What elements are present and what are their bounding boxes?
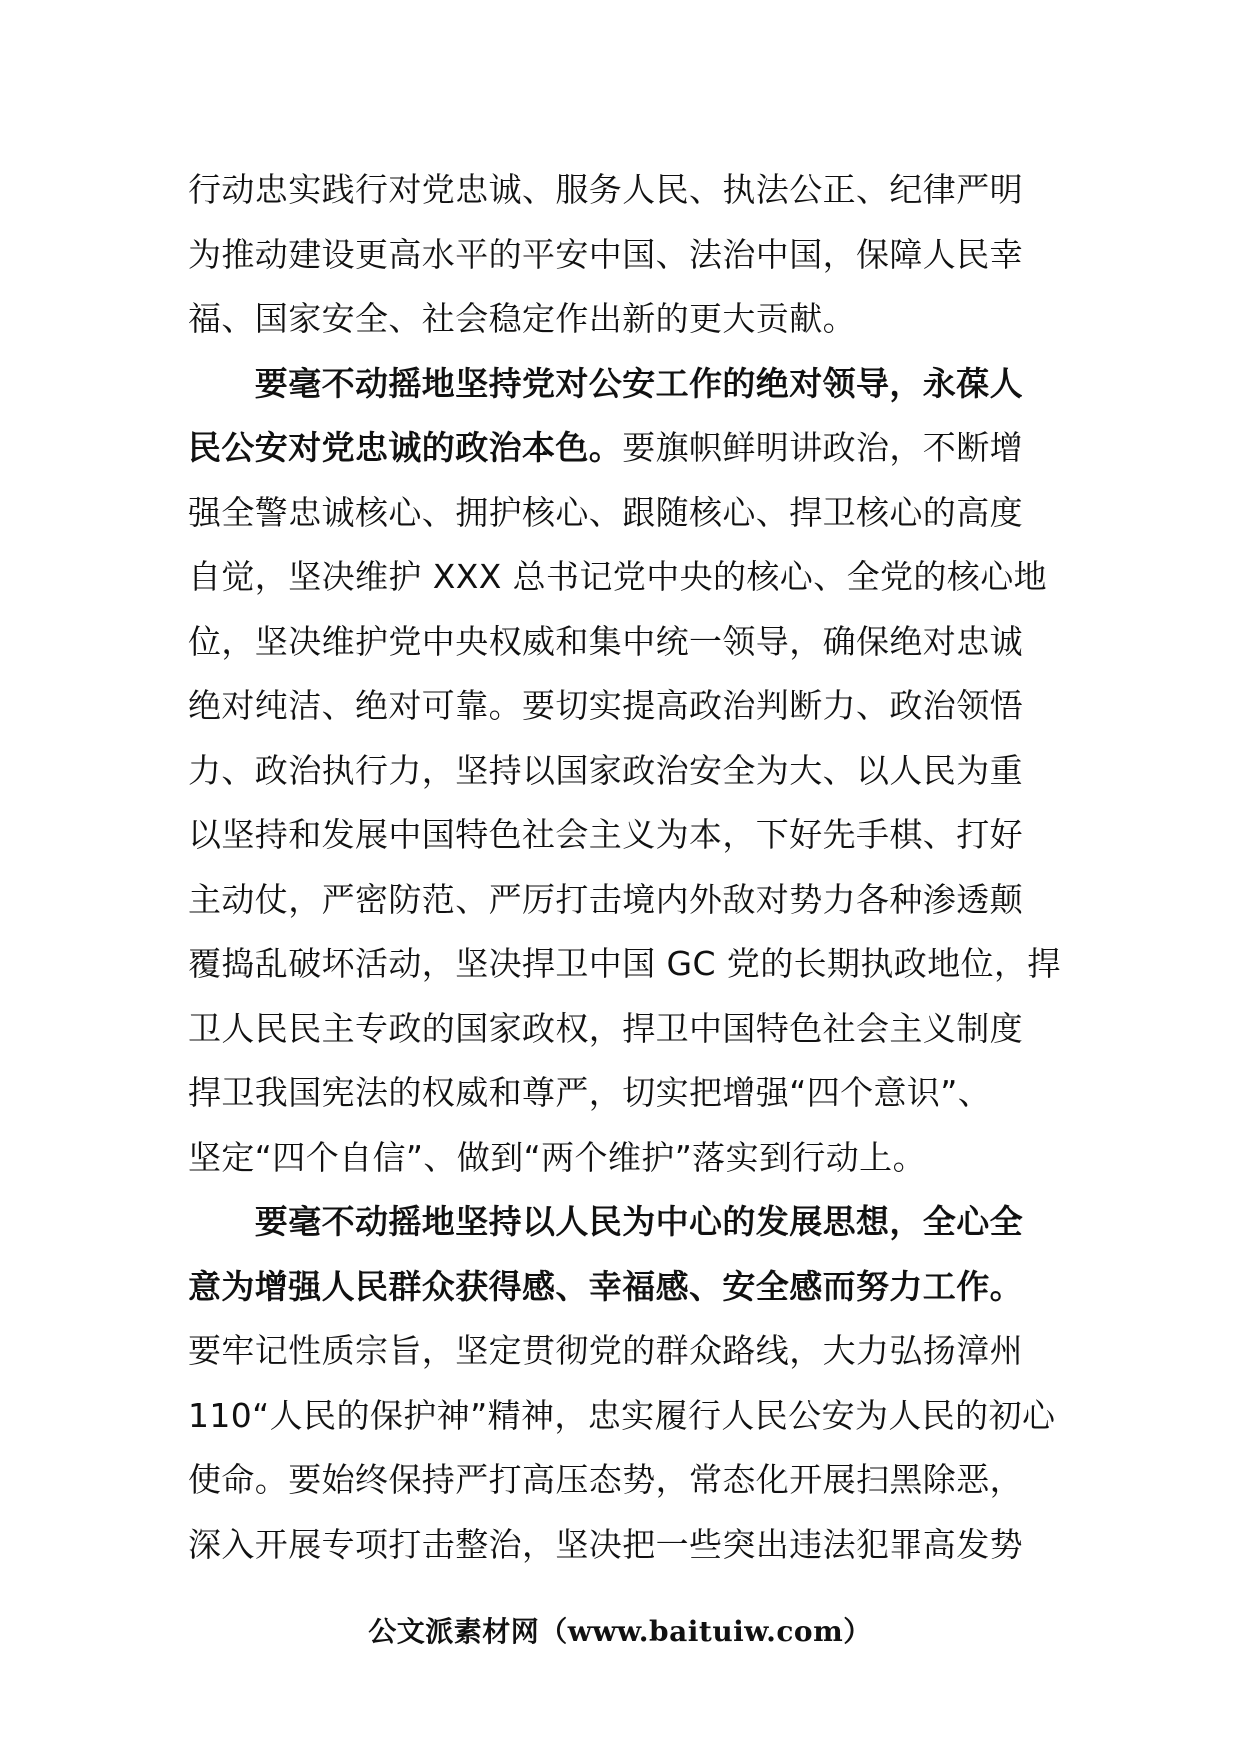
- text-line: [188, 1319, 1060, 1384]
- text-line: [188, 545, 1060, 610]
- text-run: 位，坚决维护党中央权威和集中统一领导，确保绝对忠诚: [188, 621, 1023, 661]
- text-line: [188, 416, 1060, 481]
- text-run: 为推动建设更高水平的平安中国、法治中国，保障人民幸: [188, 234, 1023, 274]
- text-run: 110“人民的保护神”精神，忠实履行人民公安为人民的初心: [188, 1395, 1056, 1435]
- text-run: 卫人民民主专政的国家政权，捍卫中国特色社会主义制度: [188, 1008, 1023, 1048]
- text-line: [188, 1255, 1060, 1320]
- bold-text-run: 民公安对党忠诚的政治本色。: [188, 428, 623, 467]
- text-line: [188, 803, 1060, 868]
- text-run: 绝对纯洁、绝对可靠。要切实提高政治判断力、政治领悟: [188, 686, 1023, 725]
- text-line: [188, 610, 1060, 675]
- text-line: [188, 1384, 1060, 1449]
- text-line: [188, 352, 1060, 417]
- text-run: 以坚持和发展中国特色社会主义为本，下好先手棋、打好: [188, 815, 1023, 854]
- text-line: [188, 868, 1060, 933]
- text-line: [188, 1513, 1060, 1578]
- text-line: [188, 1448, 1060, 1513]
- text-run: 力、政治执行力，坚持以国家政治安全为大、以人民为重: [188, 750, 1023, 790]
- paragraph: [188, 1190, 1060, 1577]
- text-run: 捍卫我国宪法的权威和尊严，切实把增强“四个意识”、: [188, 1073, 992, 1112]
- bold-text-run: 要毫不动摇地坚持以人民为中心的发展思想，全心全: [188, 1202, 1023, 1241]
- text-line: [188, 997, 1060, 1062]
- paragraph: [188, 158, 1060, 352]
- text-run: 主动仗，严密防范、严厉打击境内外敌对势力各种渗透颠: [188, 879, 1023, 919]
- text-run: 要旗帜鲜明讲政治，不断增: [622, 428, 1024, 467]
- text-run: 行动忠实践行对党忠诚、服务人民、执法公正、纪律严明: [188, 170, 1023, 209]
- text-line: [188, 287, 1060, 352]
- document-body: [188, 158, 1060, 1577]
- text-line: [188, 932, 1060, 997]
- text-line: [188, 1061, 1060, 1126]
- footer-watermark: 公文派素材网（www.baituiw.com）: [368, 1615, 872, 1648]
- paragraph: [188, 352, 1060, 1191]
- text-run: 福、国家安全、社会稳定作出新的更大贡献。: [188, 299, 856, 338]
- bold-text-run: 意为增强人民群众获得感、幸福感、安全感而努力工作。: [188, 1266, 1023, 1306]
- text-run: 要牢记性质宗旨，坚定贯彻党的群众路线，大力弘扬漳州: [188, 1331, 1023, 1370]
- text-line: [188, 223, 1060, 288]
- text-line: [188, 739, 1060, 804]
- text-line: [188, 674, 1060, 739]
- text-line: [188, 158, 1060, 223]
- text-run: 使命。要始终保持严打高压态势，常态化开展扫黑除恶，: [188, 1460, 1023, 1499]
- text-run: 自觉，坚决维护 XXX 总书记党中央的核心、全党的核心地: [188, 557, 1048, 596]
- bold-text-run: 要毫不动摇地坚持党对公安工作的绝对领导，永葆人: [188, 363, 1023, 403]
- text-line: [188, 481, 1060, 546]
- text-line: [188, 1126, 1060, 1191]
- text-run: 深入开展专项打击整治，坚决把一些突出违法犯罪高发势: [188, 1524, 1023, 1564]
- text-line: [188, 1190, 1060, 1255]
- text-run: 强全警忠诚核心、拥护核心、跟随核心、捍卫核心的高度: [188, 492, 1023, 532]
- text-run: 坚定“四个自信”、做到“两个维护”落实到行动上。: [188, 1137, 926, 1177]
- text-run: 覆捣乱破坏活动，坚决捍卫中国 GC 党的长期执政地位，捍: [188, 944, 1061, 983]
